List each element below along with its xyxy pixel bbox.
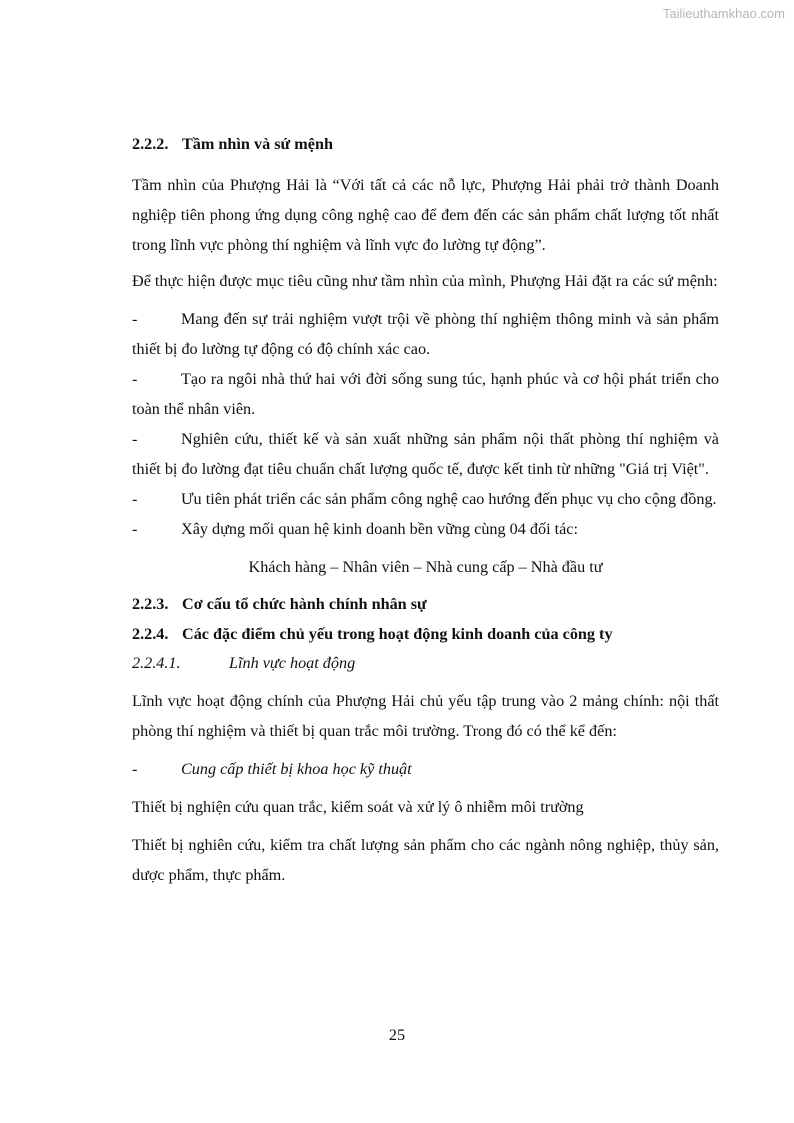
subsection-number: 2.2.4.1. xyxy=(132,654,181,672)
paragraph-vision: Tầm nhìn của Phượng Hải là “Với tất cả các nỗ lực, Phượng Hải phải trở thành Doanh nghiệp tiên phong ứng dụng công nghệ cao để đem đến các sản phẩm chất lượng tốt nhất trong lĩnh vực phòng thí nghiệm và lĩnh vực đo lường tự động”. xyxy=(132,176,719,254)
section-number: 2.2.3. xyxy=(132,595,169,613)
mission-text: Mang đến sự trải nghiệm vượt trội về phòng thí nghiệm thông minh và sản phẩm thiết bị đo lường tự động có độ chính xác cao. xyxy=(132,310,719,358)
paragraph-mission-intro: Để thực hiện được mục tiêu cũng như tầm nhìn của mình, Phượng Hải đặt ra các sứ mệnh: xyxy=(132,272,718,290)
mission-item xyxy=(132,304,719,364)
bullet-dash: - xyxy=(132,490,138,508)
page-number: 25 xyxy=(388,1026,406,1044)
page-content xyxy=(132,132,719,890)
supply-item xyxy=(132,754,719,784)
section-number: 2.2.2. xyxy=(132,135,169,153)
paragraph-quality: Thiết bị nghiên cứu, kiểm tra chất lượng sản phẩm cho các ngành nông nghiệp, thủy sản, dược phẩm, thực phẩm. xyxy=(132,836,719,884)
section-title: Cơ cấu tổ chức hành chính nhân sự xyxy=(182,595,427,613)
subsection-title: Lĩnh vực hoạt động xyxy=(229,654,356,672)
mission-item xyxy=(132,514,719,544)
supply-text: Cung cấp thiết bị khoa học kỹ thuật xyxy=(181,760,412,778)
mission-text: Nghiên cứu, thiết kế và sản xuất những sản phẩm nội thất phòng thí nghiệm và thiết bị đo lường đạt tiêu chuẩn chất lượng quốc tế, được kết tinh từ những "Giá trị Việt". xyxy=(132,430,719,478)
watermark: Tailieuthamkhao.com xyxy=(662,6,785,21)
paragraph-environment: Thiết bị nghiện cứu quan trắc, kiểm soát và xử lý ô nhiễm môi trường xyxy=(132,798,584,816)
mission-item xyxy=(132,424,719,484)
section-heading-2-2-3 xyxy=(132,592,719,616)
section-heading-2-2-4 xyxy=(132,622,719,646)
bullet-dash: - xyxy=(132,520,138,538)
section-title: Các đặc điểm chủ yếu trong hoạt động kinh doanh của công ty xyxy=(182,625,613,643)
bullet-dash: - xyxy=(132,760,138,778)
bullet-dash: - xyxy=(132,310,138,328)
section-number: 2.2.4. xyxy=(132,625,169,643)
bullet-dash: - xyxy=(132,430,138,448)
mission-text: Tạo ra ngôi nhà thứ hai với đời sống sung túc, hạnh phúc và cơ hội phát triển cho toàn thể nhân viên. xyxy=(132,370,719,418)
mission-text: Ưu tiên phát triển các sản phẩm công nghệ cao hướng đến phục vụ cho cộng đồng. xyxy=(181,490,717,508)
section-title: Tầm nhìn và sứ mệnh xyxy=(182,135,333,153)
paragraph-fields: Lĩnh vực hoạt động chính của Phượng Hải chủ yếu tập trung vào 2 mảng chính: nội thất phòng thí nghiệm và thiết bị quan trắc môi trường. Trong đó có thể kể đến: xyxy=(132,692,719,740)
mission-item xyxy=(132,364,719,424)
bullet-dash: - xyxy=(132,370,138,388)
mission-item xyxy=(132,484,719,514)
subsection-heading-2-2-4-1 xyxy=(132,650,719,676)
mission-text: Xây dựng mối quan hệ kinh doanh bền vững cùng 04 đối tác: xyxy=(181,520,578,538)
partners-line: Khách hàng – Nhân viên – Nhà cung cấp – Nhà đầu tư xyxy=(248,558,603,576)
section-heading-2-2-2 xyxy=(132,132,719,156)
